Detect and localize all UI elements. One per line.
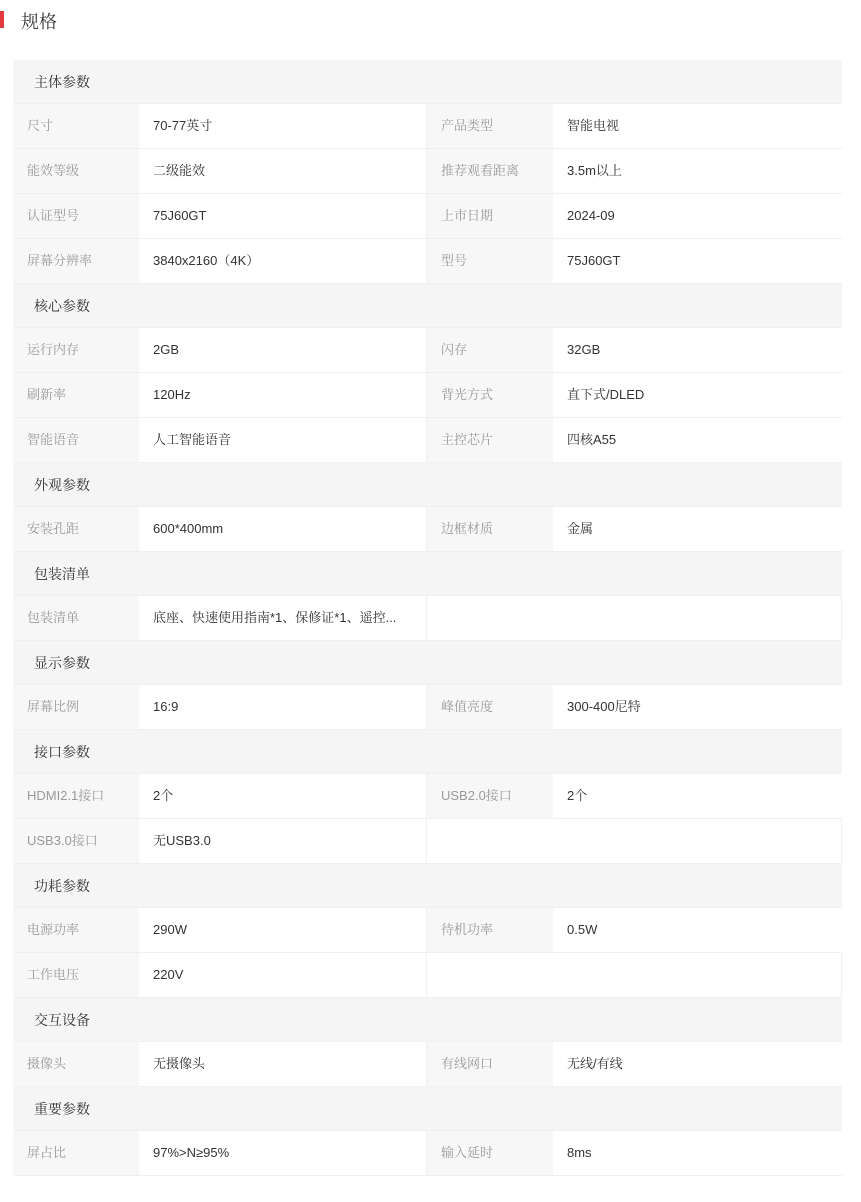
accent-bar — [0, 11, 4, 28]
spec-row — [13, 104, 842, 149]
spec-value: 智能电视 — [553, 104, 842, 148]
spec-label: USB2.0接口 — [427, 774, 553, 818]
spec-row — [13, 819, 842, 864]
spec-row — [13, 1042, 842, 1087]
spec-label: 电源功率 — [13, 908, 139, 952]
spec-value: 290W — [139, 908, 427, 952]
spec-value: 0.5W — [553, 908, 842, 952]
spec-row — [13, 373, 842, 418]
page-title: 规格 — [21, 12, 57, 32]
spec-group-title: 核心参数 — [13, 284, 842, 328]
spec-value: 2个 — [139, 774, 427, 818]
spec-group-title: 显示参数 — [13, 641, 842, 685]
spec-label: 闪存 — [427, 328, 553, 372]
spec-group-title: 外观参数 — [13, 463, 842, 507]
spec-label: 屏幕分辨率 — [13, 239, 139, 283]
spec-value: 2024-09 — [553, 194, 842, 238]
spec-value: 32GB — [553, 328, 842, 372]
spec-row — [13, 149, 842, 194]
spec-value: 底座、快速使用指南*1、保修证*1、遥控... — [139, 596, 427, 640]
spec-value: 四核A55 — [553, 418, 842, 462]
spec-row — [13, 328, 842, 373]
spec-label: 主控芯片 — [427, 418, 553, 462]
spec-label: HDMI2.1接口 — [13, 774, 139, 818]
spec-value: 600*400mm — [139, 507, 427, 551]
spec-group-title: 主体参数 — [13, 60, 842, 104]
spec-label: 产品类型 — [427, 104, 553, 148]
spec-label: 峰值亮度 — [427, 685, 553, 729]
spec-value: 70-77英寸 — [139, 104, 427, 148]
spec-label: USB3.0接口 — [13, 819, 139, 863]
spec-row — [13, 774, 842, 819]
spec-empty-cell — [427, 596, 842, 640]
spec-row — [13, 1131, 842, 1176]
spec-label: 认证型号 — [13, 194, 139, 238]
spec-row — [13, 685, 842, 730]
spec-row — [13, 596, 842, 641]
spec-value: 2个 — [553, 774, 842, 818]
spec-label: 推荐观看距离 — [427, 149, 553, 193]
spec-label: 型号 — [427, 239, 553, 283]
spec-row — [13, 418, 842, 463]
spec-label: 屏幕比例 — [13, 685, 139, 729]
spec-value: 16:9 — [139, 685, 427, 729]
spec-group-title: 功耗参数 — [13, 864, 842, 908]
spec-row — [13, 908, 842, 953]
spec-value: 人工智能语音 — [139, 418, 427, 462]
spec-label: 能效等级 — [13, 149, 139, 193]
spec-label: 屏占比 — [13, 1131, 139, 1175]
spec-empty-cell — [427, 953, 842, 997]
spec-label: 尺寸 — [13, 104, 139, 148]
spec-value: 无摄像头 — [139, 1042, 427, 1086]
spec-value: 无线/有线 — [553, 1042, 842, 1086]
spec-label: 有线网口 — [427, 1042, 553, 1086]
spec-row — [13, 953, 842, 998]
spec-row — [13, 507, 842, 552]
spec-value: 300-400尼特 — [553, 685, 842, 729]
spec-group-title: 交互设备 — [13, 998, 842, 1042]
spec-label: 背光方式 — [427, 373, 553, 417]
spec-label: 输入延时 — [427, 1131, 553, 1175]
spec-value: 120Hz — [139, 373, 427, 417]
spec-group-title: 接口参数 — [13, 730, 842, 774]
spec-label: 运行内存 — [13, 328, 139, 372]
spec-label: 上市日期 — [427, 194, 553, 238]
spec-label: 智能语音 — [13, 418, 139, 462]
spec-value: 直下式/DLED — [553, 373, 842, 417]
section-header — [0, 0, 861, 44]
spec-group-title: 重要参数 — [13, 1087, 842, 1131]
spec-label: 待机功率 — [427, 908, 553, 952]
spec-group-title: 包装清单 — [13, 552, 842, 596]
spec-label: 摄像头 — [13, 1042, 139, 1086]
spec-value: 220V — [139, 953, 427, 997]
spec-value: 75J60GT — [139, 194, 427, 238]
spec-value: 金属 — [553, 507, 842, 551]
spec-value: 75J60GT — [553, 239, 842, 283]
spec-value: 二级能效 — [139, 149, 427, 193]
spec-row — [13, 239, 842, 284]
spec-label: 工作电压 — [13, 953, 139, 997]
spec-row — [13, 194, 842, 239]
spec-label: 安装孔距 — [13, 507, 139, 551]
spec-table — [13, 60, 842, 1176]
spec-empty-cell — [427, 819, 842, 863]
spec-label: 刷新率 — [13, 373, 139, 417]
spec-value: 2GB — [139, 328, 427, 372]
spec-value: 无USB3.0 — [139, 819, 427, 863]
spec-value: 3.5m以上 — [553, 149, 842, 193]
spec-label: 边框材质 — [427, 507, 553, 551]
spec-value: 97%>N≥95% — [139, 1131, 427, 1175]
spec-label: 包装清单 — [13, 596, 139, 640]
spec-value: 3840x2160（4K） — [139, 239, 427, 283]
spec-value: 8ms — [553, 1131, 842, 1175]
